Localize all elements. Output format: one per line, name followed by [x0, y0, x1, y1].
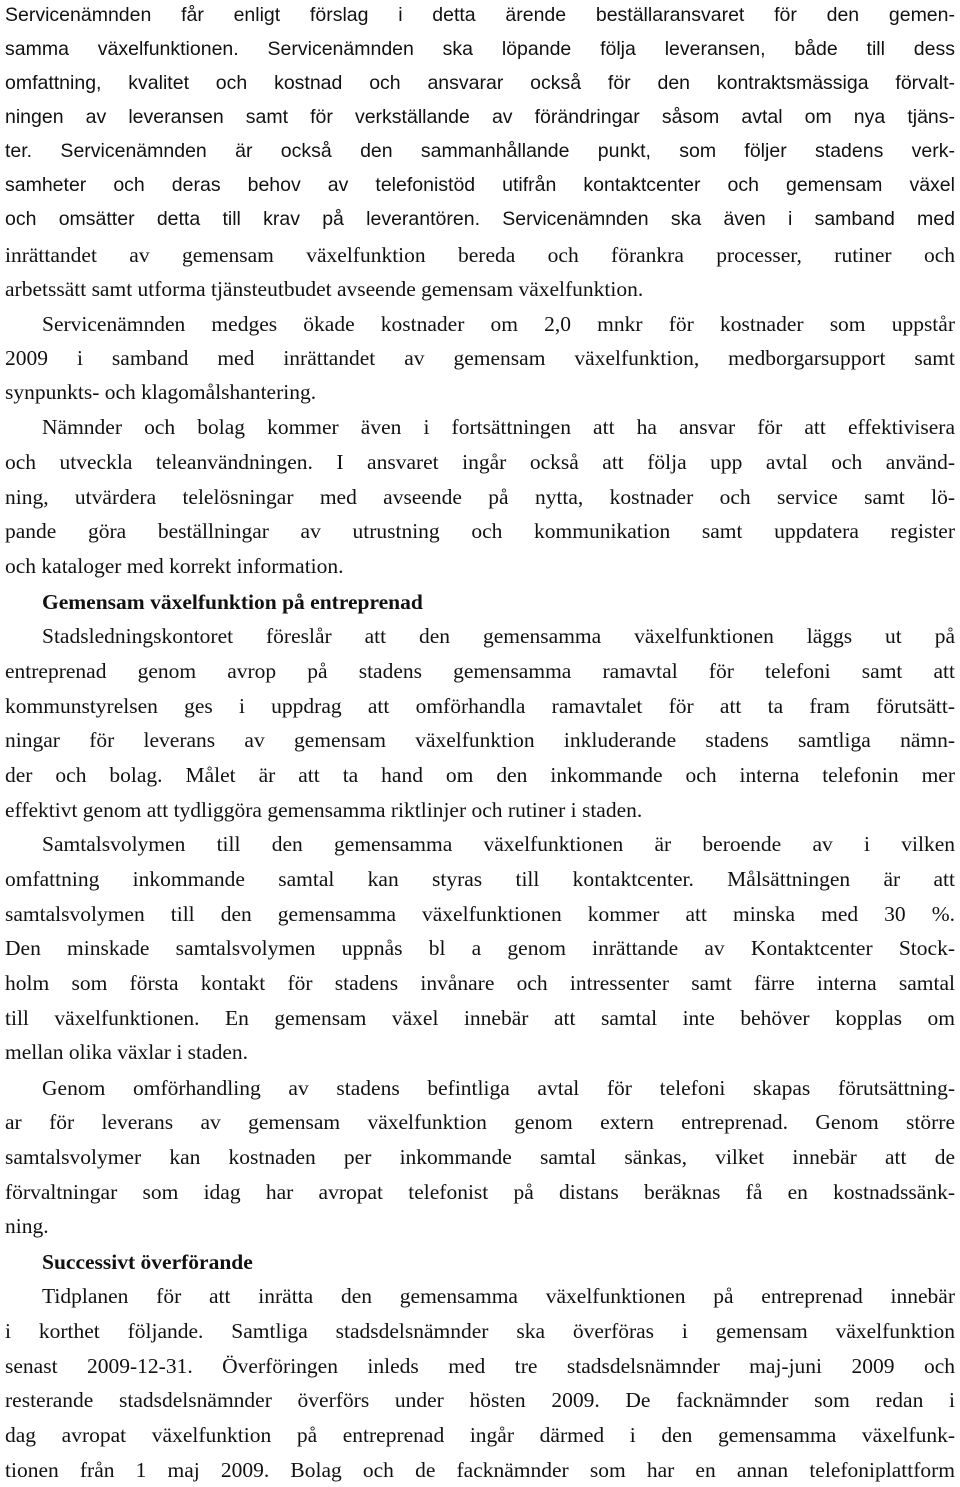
paragraph-1-line-5: ter. Servicenämnden är också den sammanhållande punkt, som följer stadens verk- [5, 140, 955, 162]
paragraph-4-line-5: der och bolag. Målet är att ta hand om den inkommande och interna telefonin mer [5, 763, 955, 787]
paragraph-1-line-4: ningen av leveransen samt för verkställande av förändringar såsom avtal om nya tjäns- [5, 106, 955, 128]
section-heading-successivt-overforande: Successivt överförande [42, 1250, 253, 1274]
section-heading-gemensam-vaxelfunktion: Gemensam växelfunktion på entreprenad [42, 590, 423, 614]
paragraph-6-line-1: Genom omförhandling av stadens befintliga avtal för telefoni skapas förutsättning- [42, 1076, 955, 1100]
paragraph-7-line-2: i korthet följande. Samtliga stadsdelsnämnder ska överföras i gemensam växelfunktion [5, 1319, 955, 1343]
paragraph-3-line-1: Nämnder och bolag kommer även i fortsättningen att ha ansvar för att effektivisera [42, 415, 955, 439]
paragraph-7-line-6: tionen från 1 maj 2009. Bolag och de facknämnder som har en annan telefoniplattform [5, 1458, 955, 1482]
paragraph-7-line-1: Tidplanen för att inrätta den gemensamma växelfunktionen på entreprenad innebär [42, 1284, 955, 1308]
paragraph-1-line-7: och omsätter detta till krav på leverantören. Servicenämnden ska även i samband med [5, 208, 955, 230]
paragraph-1-line-1: Servicenämnden får enligt förslag i detta ärende beställaransvaret för den gemen- [5, 4, 955, 26]
paragraph-7-line-5: dag avropat växelfunktion på entreprenad ingår därmed i den gemensamma växelfunk- [5, 1423, 955, 1447]
paragraph-6-line-5: ning. [5, 1214, 49, 1238]
paragraph-5-line-7: mellan olika växlar i staden. [5, 1040, 248, 1064]
paragraph-1-line-3: omfattning, kvalitet och kostnad och ansvarar också för den kontraktsmässiga förvalt- [5, 72, 955, 94]
paragraph-7-line-3: senast 2009-12-31. Överföringen inleds med tre stadsdelsnämnder maj-juni 2009 och [5, 1354, 955, 1378]
paragraph-5-line-6: till växelfunktionen. En gemensam växel innebär att samtal inte behöver kopplas om [5, 1006, 955, 1030]
paragraph-2-line-1: Servicenämnden medges ökade kostnader om 2,0 mnkr för kostnader som uppstår [42, 312, 955, 336]
paragraph-6-line-2: ar för leverans av gemensam växelfunktion genom extern entreprenad. Genom större [5, 1110, 955, 1134]
paragraph-6-line-4: förvaltningar som idag har avropat telefonist på distans beräknas få en kostnadssänk- [5, 1180, 955, 1204]
paragraph-5-line-3: samtalsvolymen till den gemensamma växelfunktionen kommer att minska med 30 %. [5, 902, 955, 926]
paragraph-2-line-2: 2009 i samband med inrättandet av gemensam växelfunktion, medborgarsupport samt [5, 346, 955, 370]
paragraph-1-line-9: arbetssätt samt utforma tjänsteutbudet avseende gemensam växelfunktion. [5, 277, 644, 301]
paragraph-1-line-8: inrättandet av gemensam växelfunktion bereda och förankra processer, rutiner och [5, 243, 955, 267]
paragraph-3-line-5: och kataloger med korrekt information. [5, 554, 344, 578]
paragraph-3-line-2: och utveckla teleanvändningen. I ansvaret ingår också att följa upp avtal och använd- [5, 450, 955, 474]
paragraph-5-line-4: Den minskade samtalsvolymen uppnås bl a genom inrättande av Kontaktcenter Stock- [5, 936, 955, 960]
paragraph-6-line-3: samtalsvolymer kan kostnaden per inkommande samtal sänkas, vilket innebär att de [5, 1145, 955, 1169]
paragraph-5-line-5: holm som första kontakt för stadens invånare och intressenter samt färre interna samtal [5, 971, 955, 995]
paragraph-4-line-2: entreprenad genom avrop på stadens gemensamma ramavtal för telefoni samt att [5, 659, 955, 683]
paragraph-4-line-4: ningar för leverans av gemensam växelfunktion inkluderande stadens samtliga nämn- [5, 728, 955, 752]
paragraph-1-line-6: samheter och deras behov av telefonistöd utifrån kontaktcenter och gemensam växel [5, 174, 955, 196]
paragraph-7-line-4: resterande stadsdelsnämnder överförs under hösten 2009. De facknämnder som redan i [5, 1388, 955, 1412]
paragraph-1-line-2: samma växelfunktionen. Servicenämnden ska löpande följa leveransen, både till dess [5, 38, 955, 60]
paragraph-4-line-1: Stadsledningskontoret föreslår att den gemensamma växelfunktionen läggs ut på [42, 624, 955, 648]
paragraph-5-line-1: Samtalsvolymen till den gemensamma växelfunktionen är beroende av i vilken [42, 832, 955, 856]
paragraph-2-line-3: synpunkts- och klagomålshantering. [5, 380, 317, 404]
paragraph-4-line-6: effektivt genom att tydliggöra gemensamma riktlinjer och rutiner i staden. [5, 798, 643, 822]
paragraph-5-line-2: omfattning inkommande samtal kan styras till kontaktcenter. Målsättningen är att [5, 867, 955, 891]
paragraph-3-line-4: pande göra beställningar av utrustning och kommunikation samt uppdatera register [5, 519, 955, 543]
paragraph-4-line-3: kommunstyrelsen ges i uppdrag att omförhandla ramavtalet för att ta fram förutsätt- [5, 694, 955, 718]
paragraph-3-line-3: ning, utvärdera telelösningar med avseende på nytta, kostnader och service samt lö- [5, 485, 955, 509]
